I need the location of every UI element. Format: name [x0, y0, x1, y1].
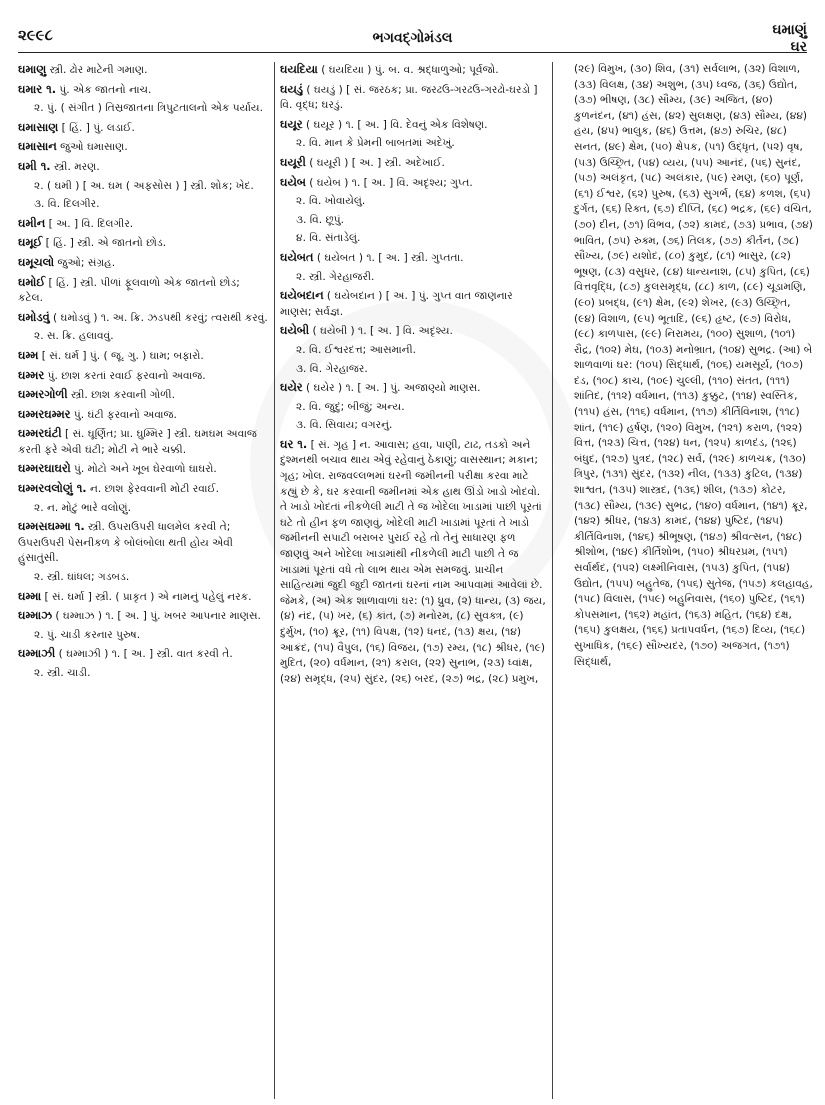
dictionary-entry	[18, 82, 268, 99]
headword: ઘમાર ૧.	[18, 81, 57, 96]
headword: ઘમાસાન	[18, 139, 57, 154]
headword: ઘયદિયા	[280, 62, 318, 76]
entry-sense	[280, 231, 546, 247]
dictionary-entry	[18, 235, 268, 252]
entry-sense	[18, 101, 268, 117]
headword: ઘમ્મરગોળી	[18, 387, 68, 402]
guide-word-bottom: ઘર	[790, 39, 807, 55]
definition-text: ૨. સ્ત્રી. ગેરહાજરી.	[296, 270, 375, 283]
headword: ઘયૂર	[280, 116, 303, 131]
headword: ઘમ્મ	[18, 347, 39, 362]
definition-text: ( ઘયેર ) ૧. [ અ. ] પું. અજાણ્યો માણસ.	[302, 382, 481, 395]
headword: ઘમ્મસઘમ્મા ૧.	[18, 519, 85, 534]
headword: ઘમ્મા	[18, 588, 42, 603]
dictionary-entry	[280, 323, 546, 340]
page-number: ૨૯૯૮	[18, 26, 53, 44]
dictionary-entry	[18, 216, 268, 233]
dictionary-entry	[18, 646, 268, 663]
headword: ઘમ્માઝ	[18, 608, 53, 623]
dictionary-entry	[18, 310, 268, 327]
column-2	[280, 62, 546, 1099]
headword: ઘયેબદાન	[280, 288, 324, 303]
definition-text: [ હિં. ] સ્ત્રી. એ જાતનો છોડ.	[42, 237, 167, 250]
dictionary-entry	[18, 387, 268, 404]
definition-text: પું. મોટો અને ખૂબ ઘેરવાળો ઘાઘરો.	[70, 463, 217, 476]
definition-text: સ્ત્રી. છાશ કરવાની ગોળી.	[67, 389, 175, 402]
entry-sense	[18, 179, 268, 195]
definition-text: ૨. સ્ત્રી. ઘાંધલ; ગડબડ.	[34, 571, 130, 584]
dictionary-entry	[18, 159, 268, 176]
dictionary-entry	[18, 461, 268, 478]
column-divider	[552, 62, 553, 1099]
definition-text: જુઓ; સંગ્રહ.	[54, 256, 116, 269]
definition-text: ( ઘયેબદાન ) [ અ. ] પું. ગુપ્ત વાત જાણનાર માણસ; સર્વજ્ઞ.	[280, 290, 513, 318]
definition-text: [ સં. ઘર્મા ] સ્ત્રી. ( પ્રાકૃત ) એ નામનું પહેલું નરક.	[41, 590, 252, 603]
headword: ઘમાણુ	[18, 62, 47, 76]
definition-text: ( ઘયેબત ) ૧. [ અ. ] સ્ત્રી. ગુપ્તતા.	[313, 251, 464, 264]
definition-text: જુઓ ઘમાસાણ.	[56, 141, 128, 154]
dictionary-entry	[280, 250, 546, 267]
definition-text: ( ઘયેબી ) ૧. [ અ. ] વિ. અદૃશ્ય.	[309, 325, 453, 338]
definition-text: ૩. વિ. દિલગીર.	[34, 198, 100, 211]
definition-text: [ સં. ઘર્મ ] પું. ( જૂ. ગુ. ) ઘામ; બફારો.	[38, 349, 204, 362]
entry-sense	[18, 197, 268, 213]
definition-text: ૪. વિ. સંતાડેલું.	[296, 232, 361, 245]
column-3	[558, 62, 813, 1099]
entry-sense	[280, 194, 546, 210]
headword: ઘમ્મર	[18, 367, 45, 382]
dictionary-entry	[280, 380, 546, 397]
definition-text: ( ઘમોડવું ) ૧. અ. ક્રિ. ઝડપથી કરવું; ત્વરાથી કરવું.	[49, 311, 268, 324]
definition-text: ૨. વિ. ખોવાયેલું.	[296, 195, 366, 208]
columns-container	[18, 62, 813, 1099]
dictionary-entry	[18, 139, 268, 156]
dictionary-entry	[18, 407, 268, 424]
definition-text: ૩. વિ. છૂપું.	[296, 213, 344, 226]
dictionary-entry	[18, 589, 268, 606]
definition-text: ( ઘમ્માઝ ) ૧. [ અ. ] પું. ખબર આપનાર માણસ.	[52, 610, 261, 623]
definition-text: ૨. સ્ત્રી. ચાડી.	[34, 667, 91, 679]
headword: ઘયેર	[280, 380, 303, 395]
column-divider	[274, 62, 275, 1099]
definition-text: ( ઘયદિયા ) પું. બ. વ. શ્રદ્ધાળુઓ; પૂર્વજો.	[317, 64, 499, 76]
definition-text: ૨. વિ. જુદું; બીજું; અન્ય.	[296, 400, 405, 413]
definition-text: ૩. વિ. ગેરહાજર.	[296, 362, 368, 375]
entry-sense	[18, 501, 268, 517]
headword: ઘયૂરી	[280, 154, 306, 169]
definition-text: સ્ત્રી. ઉપરાઉપરી ધાલમેલ કરવી તે; ઉપરાઉપરી પેસનીકળ કે બોલંબોલા થતી હોય એવી હુંસાતુંસી.	[18, 521, 233, 565]
definition-text: ( ઘયૂર ) ૧. [ અ. ] વિ. દેવનું એક વિશેષણ.	[302, 118, 488, 131]
definition-text: [ હિં. ] પું. લડાઈ.	[58, 121, 135, 134]
definition-text: ૨. વિ. ઈશ્વરદત્ત; આસમાની.	[296, 343, 417, 356]
dictionary-entry	[18, 62, 268, 79]
entry-sense	[18, 666, 268, 682]
definition-text: ૨. વિ. માન કે પ્રેમની બાબતમાં અદેખું.	[296, 137, 455, 150]
guide-words	[772, 22, 807, 56]
dictionary-entry	[18, 275, 268, 307]
page-title: ભગવદ્ગોમંડલ	[372, 30, 453, 46]
dictionary-entry	[280, 288, 546, 320]
headword: ઘમ્મરવલોણું ૧.	[18, 481, 87, 496]
definition-text: સ્ત્રી. ઢોર માટેની ગમાણ.	[46, 64, 148, 76]
headword: ઘમૂઈ	[18, 235, 43, 250]
headword: ઘમીન	[18, 215, 46, 230]
dictionary-entry	[280, 175, 546, 192]
definition-text: ( ઘયડું ) [ સં. જરઠક; પ્રા. જરઢઉ-ગરઢઉ-ગરઢો-ઘરડો ] વિ. વૃદ્ધ; ઘરડું.	[280, 83, 538, 112]
definition-text: ૨. પું. ( સંગીત ) તિસ્રજાતના ત્રિપુટતાલનો એક પર્યાય.	[34, 102, 263, 115]
dictionary-entry	[18, 120, 268, 137]
dictionary-entry	[18, 426, 268, 458]
definition-text: ૨. ( ઘમી ) [ અ. ઘમ ( અફસોસ ) ] સ્ત્રી. શોક; ખેદ.	[34, 179, 254, 192]
entry-sense	[280, 213, 546, 229]
entry-sense	[18, 570, 268, 586]
definition-text: [ હિં. ] સ્ત્રી. પીળાં ફૂલવાળો એક જાતનો છોડ; કટેલ.	[18, 276, 240, 305]
headword: ઘમાસાણ	[18, 119, 59, 134]
entry-sense	[280, 343, 546, 359]
definition-text: (૨૯) વિમુખ, (૩૦) શિવ, (૩૧) સર્વલાભ, (૩૨) વિશાળ, (૩૩) વિલક્ષ, (૩૪) અશુભ, (૩૫) ધ્વજ, (૩૬) ઉદ્યોત, (૩૭) ભીષણ, (૩૮) સૌમ્ય, (૩૯) અજિત, (૪૦) કુળનંદન, (૪૧) હંસ, (૪૨) સુલક્ષણ, (૪૩) સૌમ્ય, (૪૪) હય, (૪૫) ભાલુક, (૪૬) ઉત્તમ, (૪૭) રુચિર, (૪૮) સનત, (૪૯) ક્ષેમ, (૫૦) ક્ષેપક, (૫૧) ઉદ્ધૃત, (૫૨) વૃષ, (૫૩) ઉચ્છ્રિત, (૫૪) વ્યય, (૫૫) આનંદ, (૫૬) સુનંદ, (૫૭) અલંકૃત, (૫૮) અલંકાર, (૫૯) રમણ, (૬૦) પૂર્ણ, (૬૧) ઈશ્વર, (૬૨) પુરુષ, (૬૩) સુગર્ભ, (૬૪) કળશ, (૬૫) દુર્ગત, (૬૬) રિક્ત, (૬૭) દીપ્તિ, (૬૮) ભદ્રક, (૬૯) વંચિત, (૭૦) દીન, (૭૧) વિભવ, (૭૨) કામદ, (૭૩) પ્રભાવ, (૭૪) ભાવિત, (૭૫) રુક્મ, (૭૬) તિલક, (૭૭) કીર્તન, (૭૮) સૌખ્ય, (૭૯) યશોદ, (૮૦) કુમુદ, (૮૧) ભાસુર, (૮૨) ભૂષણ, (૮૩) વસુધર, (૮૪) ધાન્યનાશ, (૮૫) કુપિત, (૮૬) વિત્તવૃદ્ધિ, (૮૭) કુલસમૃદ્ધ, (૮૮) કાળ, (૮૯) ચૂડામણિ, (૯૦) પ્રબદ્ધ, (૯૧) ક્ષેમ, (૯૨) શેખર, (૯૩) ઉચ્છ્રિત, (૯૪) વિશાળ, (૯૫) ભૂતાદિ, (૯૬) હૃષ્ટ, (૯૭) વિરોધ, (૯૮) કાળપાસ, (૯૯) નિરામય, (૧૦૦) સુશાળ, (૧૦૧) રૌદ્ર, (૧૦૨) મેઘ, (૧૦૩) મનોભ્રાત, (૧૦૪) સુભદ્ર. (આ) બે શાળવાળાં ઘર: (૧૦૫) સિદ્ધાર્થ, (૧૦૬) યમસૂર્ય, (૧૦૭) દંડ, (૧૦૮) કાચ, (૧૦૯) ચુલ્લી, (૧૧૦) સંતત, (૧૧૧) શાંતિદ, (૧૧૨) વર્ધમાન, (૧૧૩) કુક્કુટ, (૧૧૪) સ્વસ્તિક, (૧૧૫) હંસ, (૧૧૬) વર્ધમાન, (૧૧૭) કીર્તિવિનાશ, (૧૧૮) શાંત, (૧૧૯) હર્ષણ, (૧૨૦) વિમુખ, (૧૨૧) કરાળ, (૧૨૨) વિત્ત, (૧૨૩) ચિત્ત, (૧૨૪) ધન, (૧૨૫) કાળદંડ, (૧૨૬) બંધુદ, (૧૨૭) પુત્રદ, (૧૨૮) સર્વ, (૧૨૯) કાળચક્ર, (૧૩૦) ત્રિપુર, (૧૩૧) સુંદર, (૧૩૨) નીલ, (૧૩૩) કુટિલ, (૧૩૪) શાશ્વત, (૧૩૫) શાસ્ત્રદ, (૧૩૬) શીલ, (૧૩૭) કોટર, (૧૩૮) સૌમ્ય, (૧૩૯) સુભદ્ર, (૧૪૦) વર્ધમાન, (૧૪૧) ક્રૂર, (૧૪૨) શ્રીધર, (૧૪૩) કામદ, (૧૪૪) પુષ્ટિદ, (૧૪૫) કીર્તિવિનાશ, (૧૪૬) શ્રીભૂષણ, (૧૪૭) શ્રીવત્સન, (૧૪૮) શ્રીશોભ, (૧૪૯) કીર્તિશોભ, (૧૫૦) શ્રીધરપ્રમ, (૧૫૧) સર્વાર્થદ, (૧૫૨) લક્ષ્મીનિવાસ, (૧૫૩) કુપિત, (૧૫૪) ઉદ્યોત, (૧૫૫) બહુતેજ, (૧૫૬) સુતેજ, (૧૫૭) કલહાવહ, (૧૫૮) વિલાસ, (૧૫૯) બહુનિવાસ, (૧૬૦) પુષ્ટિદ, (૧૬૧) કોપસમાન, (૧૬૨) મહાંત, (૧૬૩) મહિત, (૧૬૪) દક્ષ, (૧૬૫) કુલક્ષય, (૧૬૬) પ્રતાપવર્ધન, (૧૬૭) દિવ્ય, (૧૬૮) સુખાધિક, (૧૬૯) સૌખ્યદર, (૧૭૦) અજગત, (૧૭૧) સિદ્ધાર્થ,	[574, 63, 813, 668]
headword: ઘયેબત	[280, 249, 314, 264]
headword: ઘમ્મરઘંટી	[18, 426, 62, 441]
definition-text: સ્ત્રી. મરણ.	[50, 160, 100, 173]
headword: ઘમૂચલો	[18, 254, 55, 269]
definition-text: ૩. વિ. સિવાય; વગરનું.	[296, 419, 393, 432]
entry-sense	[18, 628, 268, 644]
headword: ઘયેબ	[280, 174, 306, 189]
dictionary-entry	[280, 437, 546, 688]
headword: ઘમોઈ	[18, 274, 46, 289]
definition-text: [ સં. ગૃહ ] ન. આવાસ; હવા, પાણી, ટાઢ, તડકો અને દુશ્મનથી બચાવ થાય એવું રહેવાનું ઠેકાણું; વાસસ્થાન; મકાન; ગૃહ; ખોલ. રાજવલ્લભમાં ઘરની જમીનની પરીક્ષા કરવા માટે કહ્યું છે કે, ઘર કરવાની જમીનમાં એક હાથ ઊંડો ખાડો ખોદવો. તે ખાડો ખોદતાં નીકળેલી માટી તે જ ખોદેલા ખાડામાં પાછી પૂરતાં ઘટે તો હીન ફળ જાણવું, ખોદેલી માટી ખાડામાં પૂરતાં તે ખાડો જમીનની સપાટી બરાબર પુરાઈ રહે તો તેનું સાધારણ ફળ જાણવું અને ખોદેલા ખાડામાંથી નીકળેલી માટી પાછી તે જ ખાડામાં પૂરતાં વધે તો લાભ થાય એમ સમજવું. પ્રાચીન સાહિત્યમાં જુદી જુદી જાતનાં ઘરનાં નામ આપવામાં આવેલાં છે. જેમકે, (અ) એક શાળાવાળાં ઘર: (૧) ધ્રુવ, (૨) ધાન્ય, (૩) જય, (૪) નંદ, (૫) ખર, (૬) કાંત, (૭) મનોરમ, (૮) સુવક્ત્ર, (૯) દુર્મુખ, (૧૦) ક્રૂર, (૧૧) વિપક્ષ, (૧૨) ધનદ, (૧૩) ક્ષય, (૧૪) આક્રંદ, (૧૫) વૈપુલ, (૧૬) વિજય, (૧૭) રમ્ય, (૧૮) શ્રીધર, (૧૯) મુદિત, (૨૦) વર્ધમાન, (૨૧) કરાલ, (૨૨) સુનાભ, (૨૩) ધ્વાંક્ષ, (૨૪) સમૃદ્ધ, (૨૫) સુંદર, (૨૬) બરદ, (૨૭) ભદ્ર, (૨૮) પ્રમુખ,	[280, 438, 546, 685]
definition-text: પું. ઘંટી ફરવાનો અવાજ.	[70, 408, 177, 421]
headword: ઘમી ૧.	[18, 158, 51, 173]
definition-text: ( ઘયેબ ) ૧. [ અ. ] વિ. અદૃશ્ય; ગુપ્ત.	[305, 176, 473, 189]
dictionary-entry	[18, 348, 268, 365]
definition-text: ૨. પું. ચાડી કરનાર પુરુષ.	[34, 628, 141, 641]
entry-sense	[280, 136, 546, 152]
definition-text: ૨. સ. ક્રિ. હલાવવું.	[34, 330, 114, 343]
headword: ઘમ્માઝી	[18, 646, 56, 661]
headword: ઘયડું	[280, 81, 304, 96]
dictionary-entry	[18, 608, 268, 625]
headword: ઘર ૧.	[280, 436, 308, 451]
dictionary-entry	[280, 62, 546, 79]
definition-text: પું. છાશ કરતાં રવાઈ ફરવાનો અવાજ.	[44, 369, 206, 382]
dictionary-entry	[18, 519, 268, 567]
page-header	[18, 8, 807, 53]
definition-text: ( ઘયૂરી ) [ અ. ] સ્ત્રી. અદેખાઈ.	[305, 156, 445, 169]
entry-sense	[18, 329, 268, 345]
dictionary-entry	[280, 82, 546, 114]
entry-sense	[558, 62, 813, 670]
definition-text: [ સં. ઘૂર્ણિત; પ્રા. ઘુમ્મિર ] સ્ત્રી. ઘમઘમ અવાજ કરતી ફરે એવી ઘંટી; મોટી ને ભારે ચક્કી.	[18, 428, 257, 456]
headword: ઘયેબી	[280, 323, 310, 338]
entry-sense	[280, 362, 546, 378]
entry-sense	[280, 418, 546, 434]
entry-sense	[280, 400, 546, 416]
definition-text: [ અ. ] વિ. દિલગીર.	[45, 217, 134, 230]
headword: ઘમ્મરઘાઘરો	[18, 461, 71, 476]
column-1	[18, 62, 268, 1099]
guide-word-top: ઘમાણું	[772, 22, 807, 38]
definition-text: ૨. ન. મોટું ભારે વલોણું.	[34, 501, 132, 514]
definition-text: ( ઘમ્માઝી ) ૧. [ અ. ] સ્ત્રી. વાત કરવી તે.	[55, 648, 233, 661]
entry-sense	[280, 270, 546, 286]
dictionary-entry	[18, 481, 268, 498]
definition-text: પું. એક જાતનો નાચ.	[56, 83, 152, 96]
definition-text: ન. છાશ ફેરવવાની મોટી રવાઈ.	[86, 483, 219, 496]
headword: ઘમોડવું	[18, 309, 50, 324]
dictionary-entry	[280, 155, 546, 172]
dictionary-entry	[280, 117, 546, 134]
headword: ઘમ્મરઘમ્મર	[18, 406, 71, 421]
dictionary-entry	[18, 368, 268, 385]
dictionary-entry	[18, 255, 268, 272]
